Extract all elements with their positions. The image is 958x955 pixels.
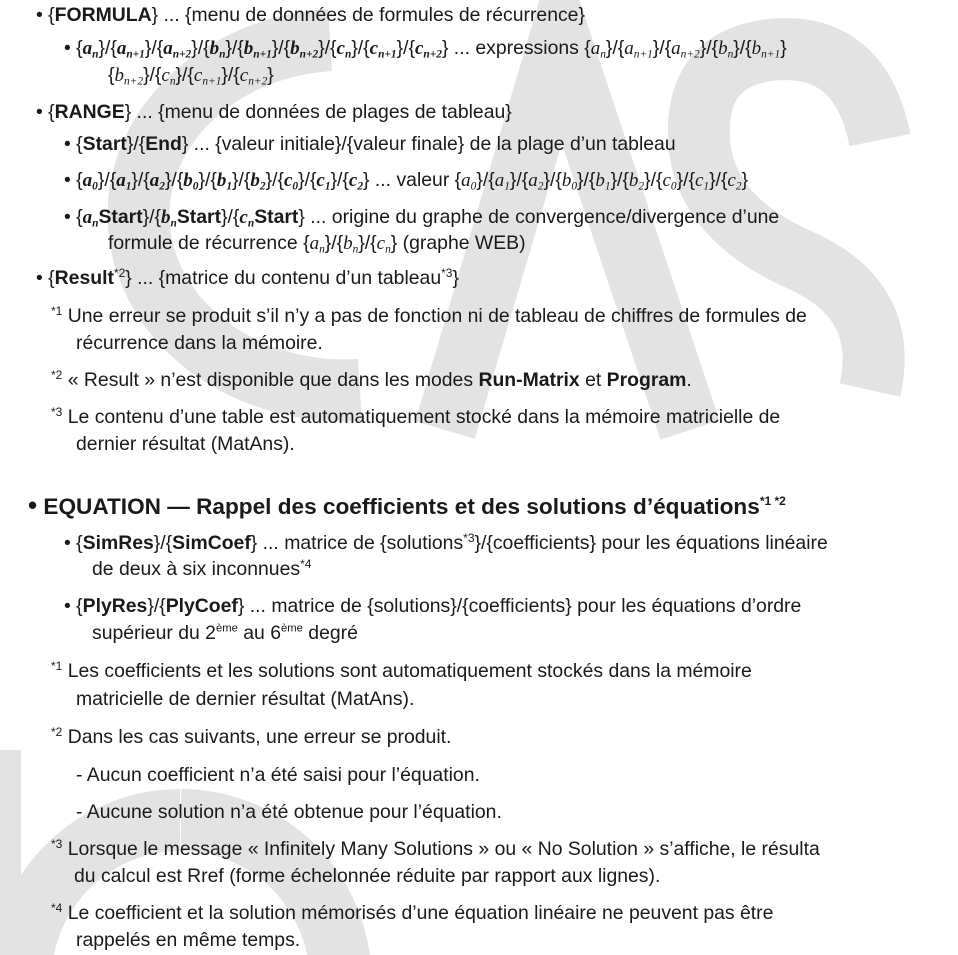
note1-line1: $^{*1}$ Une erreur se produit s’il n’y a pas de fonction ni de tableau de chiffres de formules de: [51, 304, 807, 327]
range-values-line: • $\{a_0\}/\{a_1\}/\{a_2\}/\{b_0\}/\{b_1\}/\{b_2\}/\{c_0\}/\{c_1\}/\{c_2\}$ ... valeur $\{a_0\}/\{a_1\}/\{a_2\}/\{b_0\}/\{b_1\}/\{b_2\}/\{c_0\}/\{c_1\}/\{c_2\}$: [64, 169, 749, 193]
simres-key[interactable]: SimRes: [82, 532, 154, 554]
range-menu-line: • {RANGE} ... {menu de données de plages de tableau}: [36, 101, 512, 123]
range-key[interactable]: RANGE: [54, 101, 125, 123]
eq-note4-line2: rappelés en même temps.: [76, 929, 301, 951]
eq-note4-line1: $^{*4}$ Le coefficient et la solution mémorisés d’une équation linéaire ne peuvent pas être: [51, 901, 774, 924]
note3-line1: $^{*3}$ Le contenu d’une table est automatiquement stocké dans la mémoire matricielle de: [51, 405, 781, 428]
formula-expressions-text: expressions: [475, 37, 579, 59]
web-label: (graphe WEB): [402, 232, 526, 254]
simres-line: • {SimRes}/{SimCoef} ... matrice de {solutions$^{*3}$}/{coefficients} pour les équations linéaire: [64, 531, 828, 554]
start-end-tail: de la plage d’un tableau: [469, 133, 676, 155]
formula-items-line2: $\{b_{n+2}\}/\{c_n\}/\{c_{n+1}\}/\{c_{n+2}\}$: [108, 64, 274, 88]
start-val: valeur initiale: [221, 133, 335, 155]
eq-note2-line1: $^{*2}$ Dans les cas suivants, une erreur se produit.: [51, 725, 452, 748]
value-word: valeur: [396, 169, 450, 191]
eq-note3-line1: $^{*3}$ Lorsque le message « Infinitely Many Solutions » ou « No Solution » s’affiche, le résulta: [51, 837, 820, 860]
simcoef-key[interactable]: SimCoef: [172, 532, 251, 554]
note3-line2: dernier résultat (MatAns).: [76, 433, 295, 455]
formula-items-line: • $\{a_n\}/\{a_{n+1}\}/\{a_{n+2}\}/\{b_n\}/\{b_{n+1}\}/\{b_{n+2}\}/\{c_n\}/\{c_{n+1}\}/\{c_{n+2}\}$ ... expressions $\{a_n\}/\{a_{n+1}\}/\{a_{n+2}\}/\{b_n\}/\{b_{n+1}\}$: [64, 37, 787, 61]
result-desc: matrice du contenu d’un tableau: [165, 267, 442, 289]
simres-line2: de deux à six inconnues$^{*4}$: [92, 557, 312, 580]
note1-line2: récurrence dans la mémoire.: [76, 332, 323, 354]
formula-key[interactable]: FORMULA: [54, 4, 152, 26]
conv-text: origine du graphe de convergence/divergence d’une: [331, 206, 780, 228]
range-conv-line2: formule de récurrence $\{a_n\}/\{b_n\}/\{c_n\}$ (graphe WEB): [108, 232, 526, 256]
note2-line: $^{*2}$ « Result » n’est disponible que dans les modes Run-Matrix et Program.: [51, 368, 692, 391]
plyres-key[interactable]: PlyRes: [82, 595, 148, 617]
equation-heading: • EQUATION — Rappel des coefficients et des solutions d’équations$^{*1 *2}$: [28, 490, 786, 520]
eq-note2-dash2: - Aucune solution n’a été obtenue pour l’équation.: [76, 801, 502, 823]
end-val: valeur finale: [353, 133, 458, 155]
range-start-end-line: • {Start}/{End} ... {valeur initiale}/{valeur finale} de la plage d’un tableau: [64, 133, 676, 155]
range-desc: menu de données de plages de tableau: [164, 101, 506, 123]
eq-note1-line2: matricielle de dernier résultat (MatAns).: [76, 688, 415, 710]
formula-desc: menu de données de formules de récurrence: [191, 4, 579, 26]
range-conv-line: • $\{a_nStart\}/\{b_nStart\}/\{c_nStart\}$ ... origine du graphe de convergence/divergence d’une: [64, 206, 780, 230]
plyres-line: • {PlyRes}/{PlyCoef} ... matrice de {solutions}/{coefficients} pour les équations d’ordre: [64, 595, 802, 617]
result-line: • {Result$^{*2}$} ... {matrice du contenu d’un tableau$^{*3}$}: [36, 266, 459, 289]
eq-note1-line1: $^{*1}$ Les coefficients et les solutions sont automatiquement stockés dans la mémoire: [51, 659, 752, 682]
end-key[interactable]: End: [145, 133, 182, 155]
eq-note3-line2: du calcul est Rref (forme échelonnée réduite par rapport aux lignes).: [74, 865, 661, 887]
plycoef-key[interactable]: PlyCoef: [165, 595, 238, 617]
plyres-line2: supérieur du 2ème au 6ème degré: [92, 622, 358, 644]
result-key[interactable]: Result: [54, 267, 114, 289]
formula-menu-line: • {FORMULA} ... {menu de données de formules de récurrence}: [36, 4, 585, 26]
start-key[interactable]: Start: [82, 133, 127, 155]
eq-note2-dash1: - Aucun coefficient n’a été saisi pour l’équation.: [76, 764, 480, 786]
